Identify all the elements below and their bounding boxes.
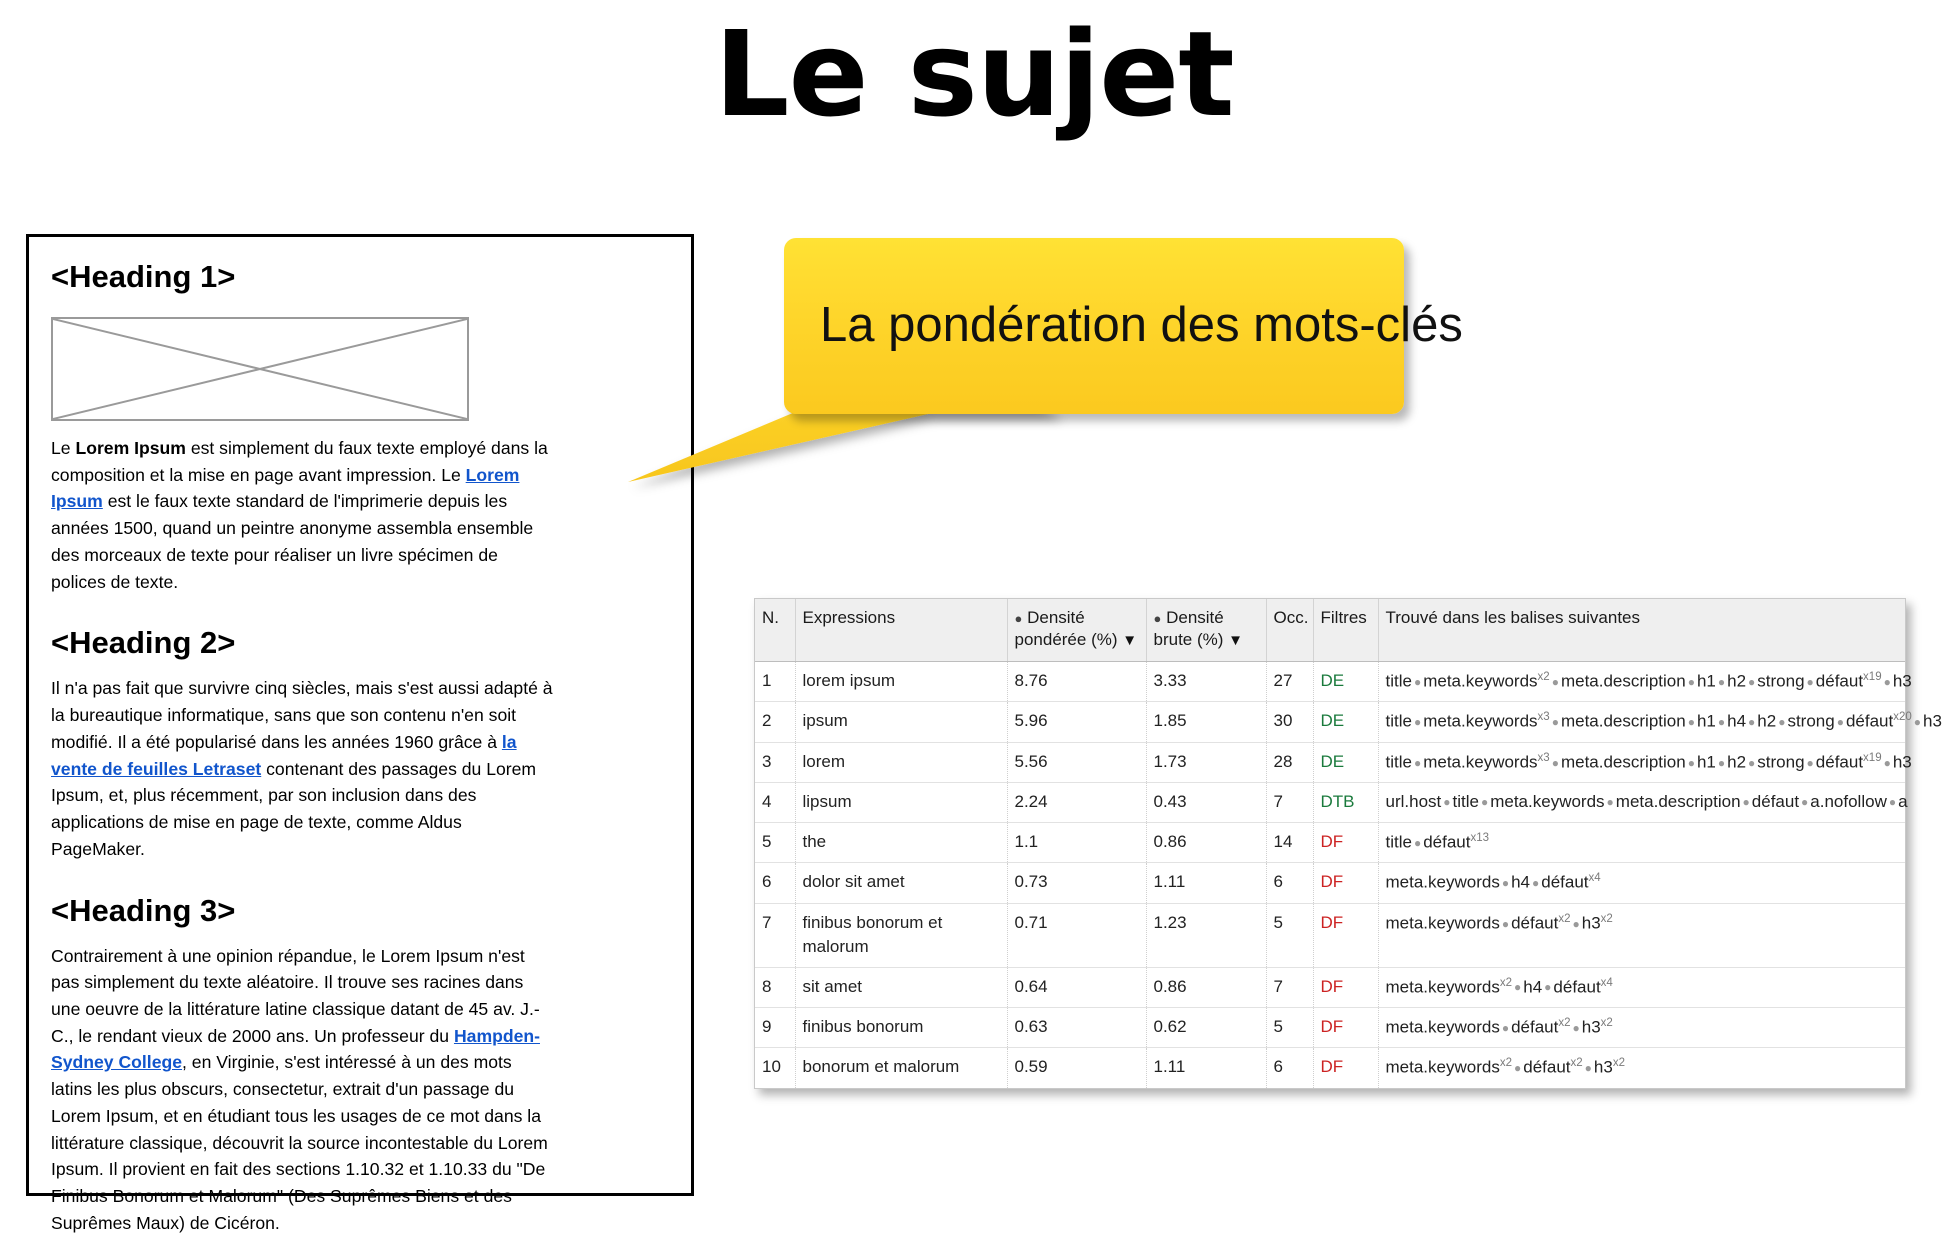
tag-multiplier: x4 xyxy=(1588,872,1601,885)
cell-n: 5 xyxy=(755,823,795,863)
cell-expression: ipsum xyxy=(795,702,1007,742)
cell-densite-ponderee: 5.96 xyxy=(1007,702,1146,742)
tag-name: h3 xyxy=(1892,671,1912,691)
tag-separator-bullet-icon: ● xyxy=(1717,715,1726,730)
tag-separator-bullet-icon: ● xyxy=(1806,755,1814,770)
tag-name: défaut xyxy=(1541,873,1589,893)
cell-n: 8 xyxy=(755,967,795,1007)
tag-separator-bullet-icon: ● xyxy=(1778,715,1786,730)
cell-expression: sit amet xyxy=(795,967,1007,1007)
cell-expression: finibus bonorum et malorum xyxy=(795,903,1007,967)
table-row[interactable] xyxy=(755,783,1905,823)
tag-separator-bullet-icon: ● xyxy=(1801,795,1809,810)
table-header-row xyxy=(755,599,1905,661)
tag-name: h1 xyxy=(1696,711,1716,731)
cell-balises xyxy=(1378,742,1912,782)
tag-separator-bullet-icon: ● xyxy=(1501,1020,1510,1035)
cell-balises xyxy=(1378,1048,1905,1088)
paragraph-1-text-part-1: Le xyxy=(51,438,76,458)
column-header-balises-label: Trouvé dans les balises suivantes xyxy=(1385,608,1641,627)
tag-name: title xyxy=(1385,671,1412,691)
tag-multiplier: x13 xyxy=(1470,832,1490,845)
cell-n: 6 xyxy=(755,863,795,903)
tag-separator-bullet-icon: ● xyxy=(1413,755,1422,770)
column-header-densite-brute-label: Densité brute (%) xyxy=(1153,608,1224,650)
tag-name: meta.keywords xyxy=(1423,711,1538,731)
tag-name: a.nofollow xyxy=(1810,792,1887,812)
filter-badge: DF xyxy=(1320,1057,1344,1077)
cell-densite-brute: 1.73 xyxy=(1146,742,1266,782)
tag-separator-bullet-icon: ● xyxy=(1883,755,1891,770)
tag-name: h3 xyxy=(1923,711,1942,731)
callout-annotation xyxy=(628,238,1463,488)
column-header-filtres[interactable] xyxy=(1313,599,1378,661)
filter-badge: DF xyxy=(1320,832,1344,852)
table-row[interactable] xyxy=(755,1048,1905,1088)
sort-descending-icon[interactable]: ▼ xyxy=(1228,632,1244,650)
callout-bubble xyxy=(784,238,1463,414)
tag-separator-bullet-icon: ● xyxy=(1443,795,1451,810)
cell-filtre xyxy=(1313,661,1378,701)
tag-multiplier: x3 xyxy=(1537,711,1550,724)
filter-badge: DF xyxy=(1320,912,1344,932)
cell-densite-brute: 0.86 xyxy=(1146,967,1266,1007)
tag-name: title xyxy=(1385,752,1412,772)
paragraph-1-text-part-2: est simplement du faux texte employé dans la composition et la mise en page avant impression. Le xyxy=(51,438,548,485)
cell-occ: 14 xyxy=(1266,823,1313,863)
cell-densite-brute: 1.23 xyxy=(1146,903,1266,967)
cell-balises xyxy=(1378,823,1905,863)
cell-expression: dolor sit amet xyxy=(795,863,1007,903)
document-paragraph-1 xyxy=(51,435,557,595)
tag-multiplier: x2 xyxy=(1600,1016,1613,1029)
column-header-balises[interactable] xyxy=(1378,599,1905,661)
cell-densite-ponderee: 0.63 xyxy=(1007,1007,1146,1047)
table-body xyxy=(755,661,1942,1088)
table-row[interactable] xyxy=(755,1007,1905,1047)
tag-multiplier: x2 xyxy=(1570,1057,1583,1070)
tag-multiplier: x3 xyxy=(1537,751,1550,764)
link-hampden-sydney-college[interactable]: Hampden-Sydney College xyxy=(51,1025,540,1073)
tag-separator-bullet-icon: ● xyxy=(1413,715,1422,730)
document-heading-2: <Heading 2> xyxy=(51,625,236,661)
link-lorem-ipsum[interactable]: Lorem Ipsum xyxy=(51,464,520,512)
tag-separator-bullet-icon: ● xyxy=(1544,980,1552,995)
tag-separator-bullet-icon: ● xyxy=(1584,1061,1592,1076)
cell-occ: 6 xyxy=(1266,1048,1313,1088)
tag-separator-bullet-icon: ● xyxy=(1717,674,1726,689)
tag-separator-bullet-icon: ● xyxy=(1687,715,1695,730)
cell-expression: finibus bonorum xyxy=(795,1007,1007,1047)
paragraph-2-text-part-1: Il n'a pas fait que survivre cinq siècles, mais s'est aussi adapté à la bureautique informatique, sans que son contenu n'en soit modifié. Il a été popularisé dans les années 1960 grâce à xyxy=(51,678,553,752)
tag-name: meta.keywords xyxy=(1490,792,1605,812)
filter-badge: DE xyxy=(1320,751,1345,771)
tag-multiplier: x2 xyxy=(1558,1016,1571,1029)
tag-name: meta.keywords xyxy=(1385,1058,1500,1078)
tag-name: défaut xyxy=(1815,671,1864,691)
cell-expression: bonorum et malorum xyxy=(795,1048,1007,1088)
tag-name: meta.description xyxy=(1615,792,1741,812)
cell-n: 7 xyxy=(755,903,795,967)
paragraph-3-text-part-2: , en Virginie, s'est intéressé à un des mots latins les plus obscurs, consectetur, extrait d'un passage du Lorem Ipsum, et en étudiant tous les usages de ce mot dans la littérature classique, découvrit la source incontestable du Lorem Ipsum. Il provient en fait des sections 1.10.32 et 1.10.33 du "De Finibus Bonorum et Malorum" (Des Suprêmes Biens et des Suprêmes Maux) de Cicéron. xyxy=(51,1052,548,1233)
tag-name: title xyxy=(1385,832,1412,852)
paragraph-1-text-part-3: est le faux texte standard de l'imprimerie depuis les années 1500, quand un peintre anonyme assembla ensemble des morceaux de texte pour réaliser un livre spécimen de polices de texte. xyxy=(51,491,534,592)
cell-balises xyxy=(1378,1007,1905,1047)
cell-expression: the xyxy=(795,823,1007,863)
image-placeholder xyxy=(51,317,469,421)
tag-name: strong xyxy=(1757,752,1805,772)
cell-balises xyxy=(1378,967,1905,1007)
keyword-density-table-panel xyxy=(754,598,1942,1089)
tag-separator-bullet-icon: ● xyxy=(1413,835,1422,850)
cell-balises xyxy=(1378,903,1905,967)
cell-n: 2 xyxy=(755,702,795,742)
tag-separator-bullet-icon: ● xyxy=(1687,755,1695,770)
column-header-n-label: N. xyxy=(762,608,779,627)
tag-name: h2 xyxy=(1727,671,1747,691)
table-row[interactable] xyxy=(755,702,1905,742)
tag-separator-bullet-icon: ● xyxy=(1480,795,1489,810)
cell-occ: 6 xyxy=(1266,863,1313,903)
filter-badge: DE xyxy=(1320,670,1345,690)
link-letraset[interactable]: la vente de feuilles Letraset xyxy=(51,731,517,779)
cell-densite-brute: 1.11 xyxy=(1146,1048,1266,1088)
tag-multiplier: x4 xyxy=(1600,976,1613,989)
cell-expression: lipsum xyxy=(795,783,1007,823)
table-row[interactable] xyxy=(755,742,1905,782)
cell-filtre xyxy=(1313,823,1378,863)
tag-separator-bullet-icon: ● xyxy=(1551,755,1559,770)
tag-separator-bullet-icon: ● xyxy=(1717,755,1726,770)
filter-badge: DF xyxy=(1320,976,1344,996)
cell-filtre xyxy=(1313,1048,1378,1088)
bullet-icon: ● xyxy=(1014,610,1023,626)
tag-name: h3 xyxy=(1581,1017,1601,1037)
cell-densite-ponderee: 0.73 xyxy=(1007,863,1146,903)
tag-separator-bullet-icon: ● xyxy=(1748,755,1756,770)
keyword-density-table xyxy=(755,599,1942,1088)
tag-separator-bullet-icon: ● xyxy=(1513,980,1522,995)
paragraph-3-text-part-1: Contrairement à une opinion répandue, le Lorem Ipsum n'est pas simplement du texte aléatoire. Il trouve ses racines dans une oeuvre de la littérature latine classique datant de 45 av. J.-C., le rendant vieux de 2000 ans. Un professeur du xyxy=(51,945,540,1046)
table-row[interactable] xyxy=(755,967,1905,1007)
tag-name: meta.keywords xyxy=(1385,873,1500,893)
tag-name: meta.keywords xyxy=(1385,977,1500,997)
paragraph-2-text-part-2: contenant des passages du Lorem Ipsum, et, plus récemment, par son inclusion dans des applications de mise en page de texte, comme Aldus PageMaker. xyxy=(51,758,537,859)
cell-densite-ponderee: 2.24 xyxy=(1007,783,1146,823)
tag-separator-bullet-icon: ● xyxy=(1413,674,1422,689)
cell-densite-brute: 0.86 xyxy=(1146,823,1266,863)
column-header-expressions-label: Expressions xyxy=(802,608,896,627)
column-header-densite-ponderee[interactable] xyxy=(1007,599,1146,661)
cell-filtre xyxy=(1313,903,1378,967)
cell-expression: lorem xyxy=(795,742,1007,782)
callout-label: La pondération des mots-clés xyxy=(820,298,1463,353)
document-paragraph-2 xyxy=(51,675,557,862)
tag-name: a xyxy=(1898,792,1908,812)
paragraph-1-bold-lorem-ipsum: Lorem Ipsum xyxy=(75,438,186,458)
tag-multiplier: x2 xyxy=(1499,976,1512,989)
tag-multiplier: x19 xyxy=(1863,670,1882,683)
filter-badge: DF xyxy=(1320,872,1344,892)
table-row[interactable] xyxy=(755,661,1905,701)
cell-n: 4 xyxy=(755,783,795,823)
tag-name: title xyxy=(1452,792,1479,812)
tag-separator-bullet-icon: ● xyxy=(1572,1020,1580,1035)
tag-name: h3 xyxy=(1581,913,1601,933)
table-row[interactable] xyxy=(755,823,1905,863)
column-header-n[interactable] xyxy=(755,599,795,661)
tag-name: h3 xyxy=(1593,1058,1613,1078)
tag-separator-bullet-icon: ● xyxy=(1572,916,1580,931)
tag-separator-bullet-icon: ● xyxy=(1883,674,1891,689)
tag-name: h4 xyxy=(1523,977,1543,997)
tag-separator-bullet-icon: ● xyxy=(1836,715,1844,730)
tag-separator-bullet-icon: ● xyxy=(1806,674,1814,689)
tag-separator-bullet-icon: ● xyxy=(1501,876,1510,891)
tag-separator-bullet-icon: ● xyxy=(1606,795,1614,810)
tag-name: strong xyxy=(1757,671,1805,691)
tag-multiplier: x2 xyxy=(1537,670,1550,683)
bullet-icon: ● xyxy=(1153,610,1162,626)
tag-separator-bullet-icon: ● xyxy=(1551,674,1559,689)
tag-name: meta.description xyxy=(1560,752,1686,772)
cell-densite-brute: 0.43 xyxy=(1146,783,1266,823)
cell-densite-ponderee: 0.59 xyxy=(1007,1048,1146,1088)
cell-occ: 7 xyxy=(1266,783,1313,823)
cell-balises xyxy=(1378,661,1912,701)
tag-name: défaut xyxy=(1845,711,1894,731)
sort-descending-icon[interactable]: ▼ xyxy=(1122,632,1138,650)
tag-name: h2 xyxy=(1757,711,1777,731)
cell-densite-brute: 1.11 xyxy=(1146,863,1266,903)
tag-separator-bullet-icon: ● xyxy=(1913,715,1922,730)
tag-name: meta.keywords xyxy=(1423,752,1538,772)
cell-densite-ponderee: 0.64 xyxy=(1007,967,1146,1007)
tag-separator-bullet-icon: ● xyxy=(1513,1061,1522,1076)
tag-name: meta.description xyxy=(1560,711,1686,731)
tag-name: défaut xyxy=(1423,832,1471,852)
cell-densite-ponderee: 1.1 xyxy=(1007,823,1146,863)
cell-occ: 27 xyxy=(1266,661,1313,701)
tag-name: url.host xyxy=(1385,792,1442,812)
document-preview-panel xyxy=(26,234,694,1233)
cell-filtre xyxy=(1313,967,1378,1007)
tag-multiplier: x19 xyxy=(1863,751,1882,764)
cell-filtre xyxy=(1313,702,1378,742)
tag-separator-bullet-icon: ● xyxy=(1532,876,1540,891)
tag-name: h1 xyxy=(1696,671,1716,691)
cell-densite-brute: 1.85 xyxy=(1146,702,1266,742)
cell-densite-brute: 0.62 xyxy=(1146,1007,1266,1047)
tag-separator-bullet-icon: ● xyxy=(1501,916,1510,931)
tag-multiplier: x2 xyxy=(1558,912,1571,925)
tag-separator-bullet-icon: ● xyxy=(1742,795,1750,810)
tag-name: défaut xyxy=(1553,977,1601,997)
cell-occ: 28 xyxy=(1266,742,1313,782)
document-content xyxy=(51,237,673,1237)
cell-occ: 5 xyxy=(1266,903,1313,967)
cell-occ: 7 xyxy=(1266,967,1313,1007)
tag-multiplier: x20 xyxy=(1893,711,1912,724)
column-header-filtres-label: Filtres xyxy=(1320,608,1367,627)
cell-filtre xyxy=(1313,1007,1378,1047)
tag-name: h2 xyxy=(1727,752,1747,772)
document-paragraph-3 xyxy=(51,943,557,1237)
table-row[interactable] xyxy=(755,903,1905,967)
column-header-densite-brute[interactable] xyxy=(1146,599,1266,661)
column-header-densite-ponderee-label: Densité pondérée (%) xyxy=(1014,608,1118,650)
document-heading-3: <Heading 3> xyxy=(51,892,236,928)
cell-densite-ponderee: 8.76 xyxy=(1007,661,1146,701)
tag-name: meta.keywords xyxy=(1385,913,1500,933)
document-heading-1: <Heading 1> xyxy=(51,259,236,294)
cell-n: 1 xyxy=(755,661,795,701)
filter-badge: DF xyxy=(1320,1016,1344,1036)
tag-name: h3 xyxy=(1892,752,1912,772)
cell-n: 10 xyxy=(755,1048,795,1088)
tag-separator-bullet-icon: ● xyxy=(1748,715,1756,730)
tag-name: meta.keywords xyxy=(1385,1017,1500,1037)
cell-filtre xyxy=(1313,742,1378,782)
tag-name: défaut xyxy=(1815,752,1864,772)
tag-multiplier: x2 xyxy=(1600,912,1613,925)
cell-expression: lorem ipsum xyxy=(795,661,1007,701)
tag-name: title xyxy=(1385,711,1412,731)
cell-balises xyxy=(1378,783,1908,823)
cell-densite-ponderee: 5.56 xyxy=(1007,742,1146,782)
tag-name: défaut xyxy=(1523,1058,1571,1078)
tag-separator-bullet-icon: ● xyxy=(1687,674,1695,689)
column-header-expressions[interactable] xyxy=(795,599,1007,661)
tag-separator-bullet-icon: ● xyxy=(1888,795,1897,810)
tag-name: défaut xyxy=(1751,792,1800,812)
cell-balises xyxy=(1378,702,1942,742)
cell-densite-ponderee: 0.71 xyxy=(1007,903,1146,967)
cell-filtre xyxy=(1313,783,1378,823)
tag-name: meta.description xyxy=(1560,671,1686,691)
cell-balises xyxy=(1378,863,1905,903)
table-row[interactable] xyxy=(755,863,1905,903)
cell-occ: 5 xyxy=(1266,1007,1313,1047)
tag-name: h1 xyxy=(1696,752,1716,772)
cell-n: 3 xyxy=(755,742,795,782)
tag-multiplier: x2 xyxy=(1499,1057,1512,1070)
cell-densite-brute: 3.33 xyxy=(1146,661,1266,701)
filter-badge: DE xyxy=(1320,711,1345,731)
tag-name: défaut xyxy=(1511,913,1559,933)
tag-multiplier: x2 xyxy=(1612,1057,1625,1070)
cell-filtre xyxy=(1313,863,1378,903)
tag-name: meta.keywords xyxy=(1423,671,1538,691)
cell-n: 9 xyxy=(755,1007,795,1047)
tag-separator-bullet-icon: ● xyxy=(1748,674,1756,689)
column-header-occ[interactable] xyxy=(1266,599,1313,661)
tag-separator-bullet-icon: ● xyxy=(1551,715,1559,730)
cell-occ: 30 xyxy=(1266,702,1313,742)
page-title: Le sujet xyxy=(714,5,1234,143)
tag-name: h4 xyxy=(1511,873,1530,893)
column-header-occ-label: Occ. xyxy=(1273,608,1309,627)
tag-name: défaut xyxy=(1511,1017,1559,1037)
tag-name: strong xyxy=(1787,711,1835,731)
tag-name: h4 xyxy=(1727,711,1747,731)
filter-badge: DTB xyxy=(1320,792,1355,812)
